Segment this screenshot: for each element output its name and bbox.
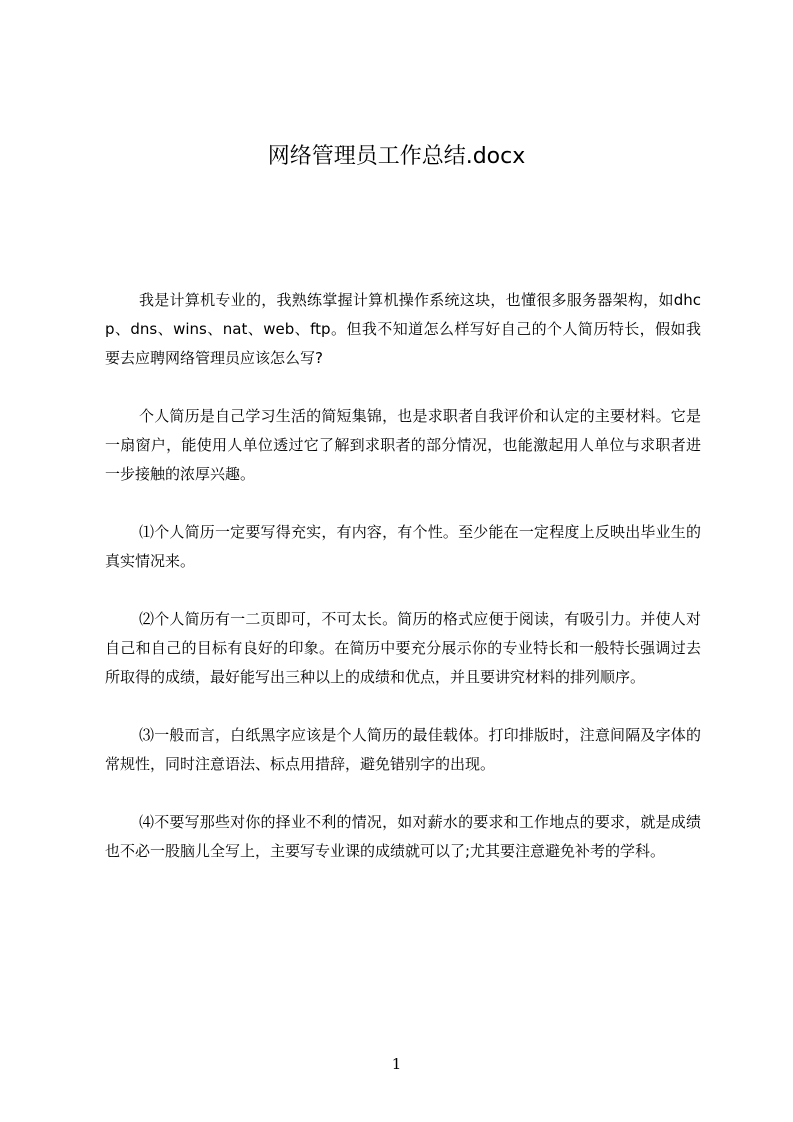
page-number: 1 [391,1055,402,1073]
document-title: 网络管理员工作总结.docx [267,144,526,169]
paragraph-point-3: ⑶一般而言，白纸黑字应该是个人简历的最佳载体。打印排版时，注意间隔及字体的常规性，同时注意语法、标点用措辞，避免错别字的出现。 [105,726,701,773]
document-body [105,286,701,895]
paragraph-point-4: ⑷不要写那些对你的择业不利的情况，如对薪水的要求和工作地点的要求，就是成绩也不必一股脑儿全写上，主要写专业课的成绩就可以了;尤其要注意避免补考的学科。 [105,813,701,860]
paragraph-point-2: ⑵个人简历有一二页即可，不可太长。简历的格式应便于阅读，有吸引力。并使人对自己和自己的目标有良好的印象。在简历中要充分展示你的专业特长和一般特长强调过去所取得的成绩，最好能写出三种以上的成绩和优点，并且要讲究材料的排列顺序。 [105,610,701,686]
paragraph-point-1: ⑴个人简历一定要写得充实，有内容，有个性。至少能在一定程度上反映出毕业生的真实情况来。 [105,523,701,570]
paragraph-question: 我是计算机专业的，我熟练掌握计算机操作系统这块，也懂很多服务器架构，如dhcp、dns、wins、nat、web、ftp。但我不知道怎么样写好自己的个人简历特长，假如我要去应聘网络管理员应该怎么写? [105,291,701,367]
paragraph-resume-intro: 个人简历是自己学习生活的简短集锦，也是求职者自我评价和认定的主要材料。它是一扇窗户，能使用人单位透过它了解到求职者的部分情况，也能激起用人单位与求职者进一步接触的浓厚兴趣。 [105,407,701,483]
